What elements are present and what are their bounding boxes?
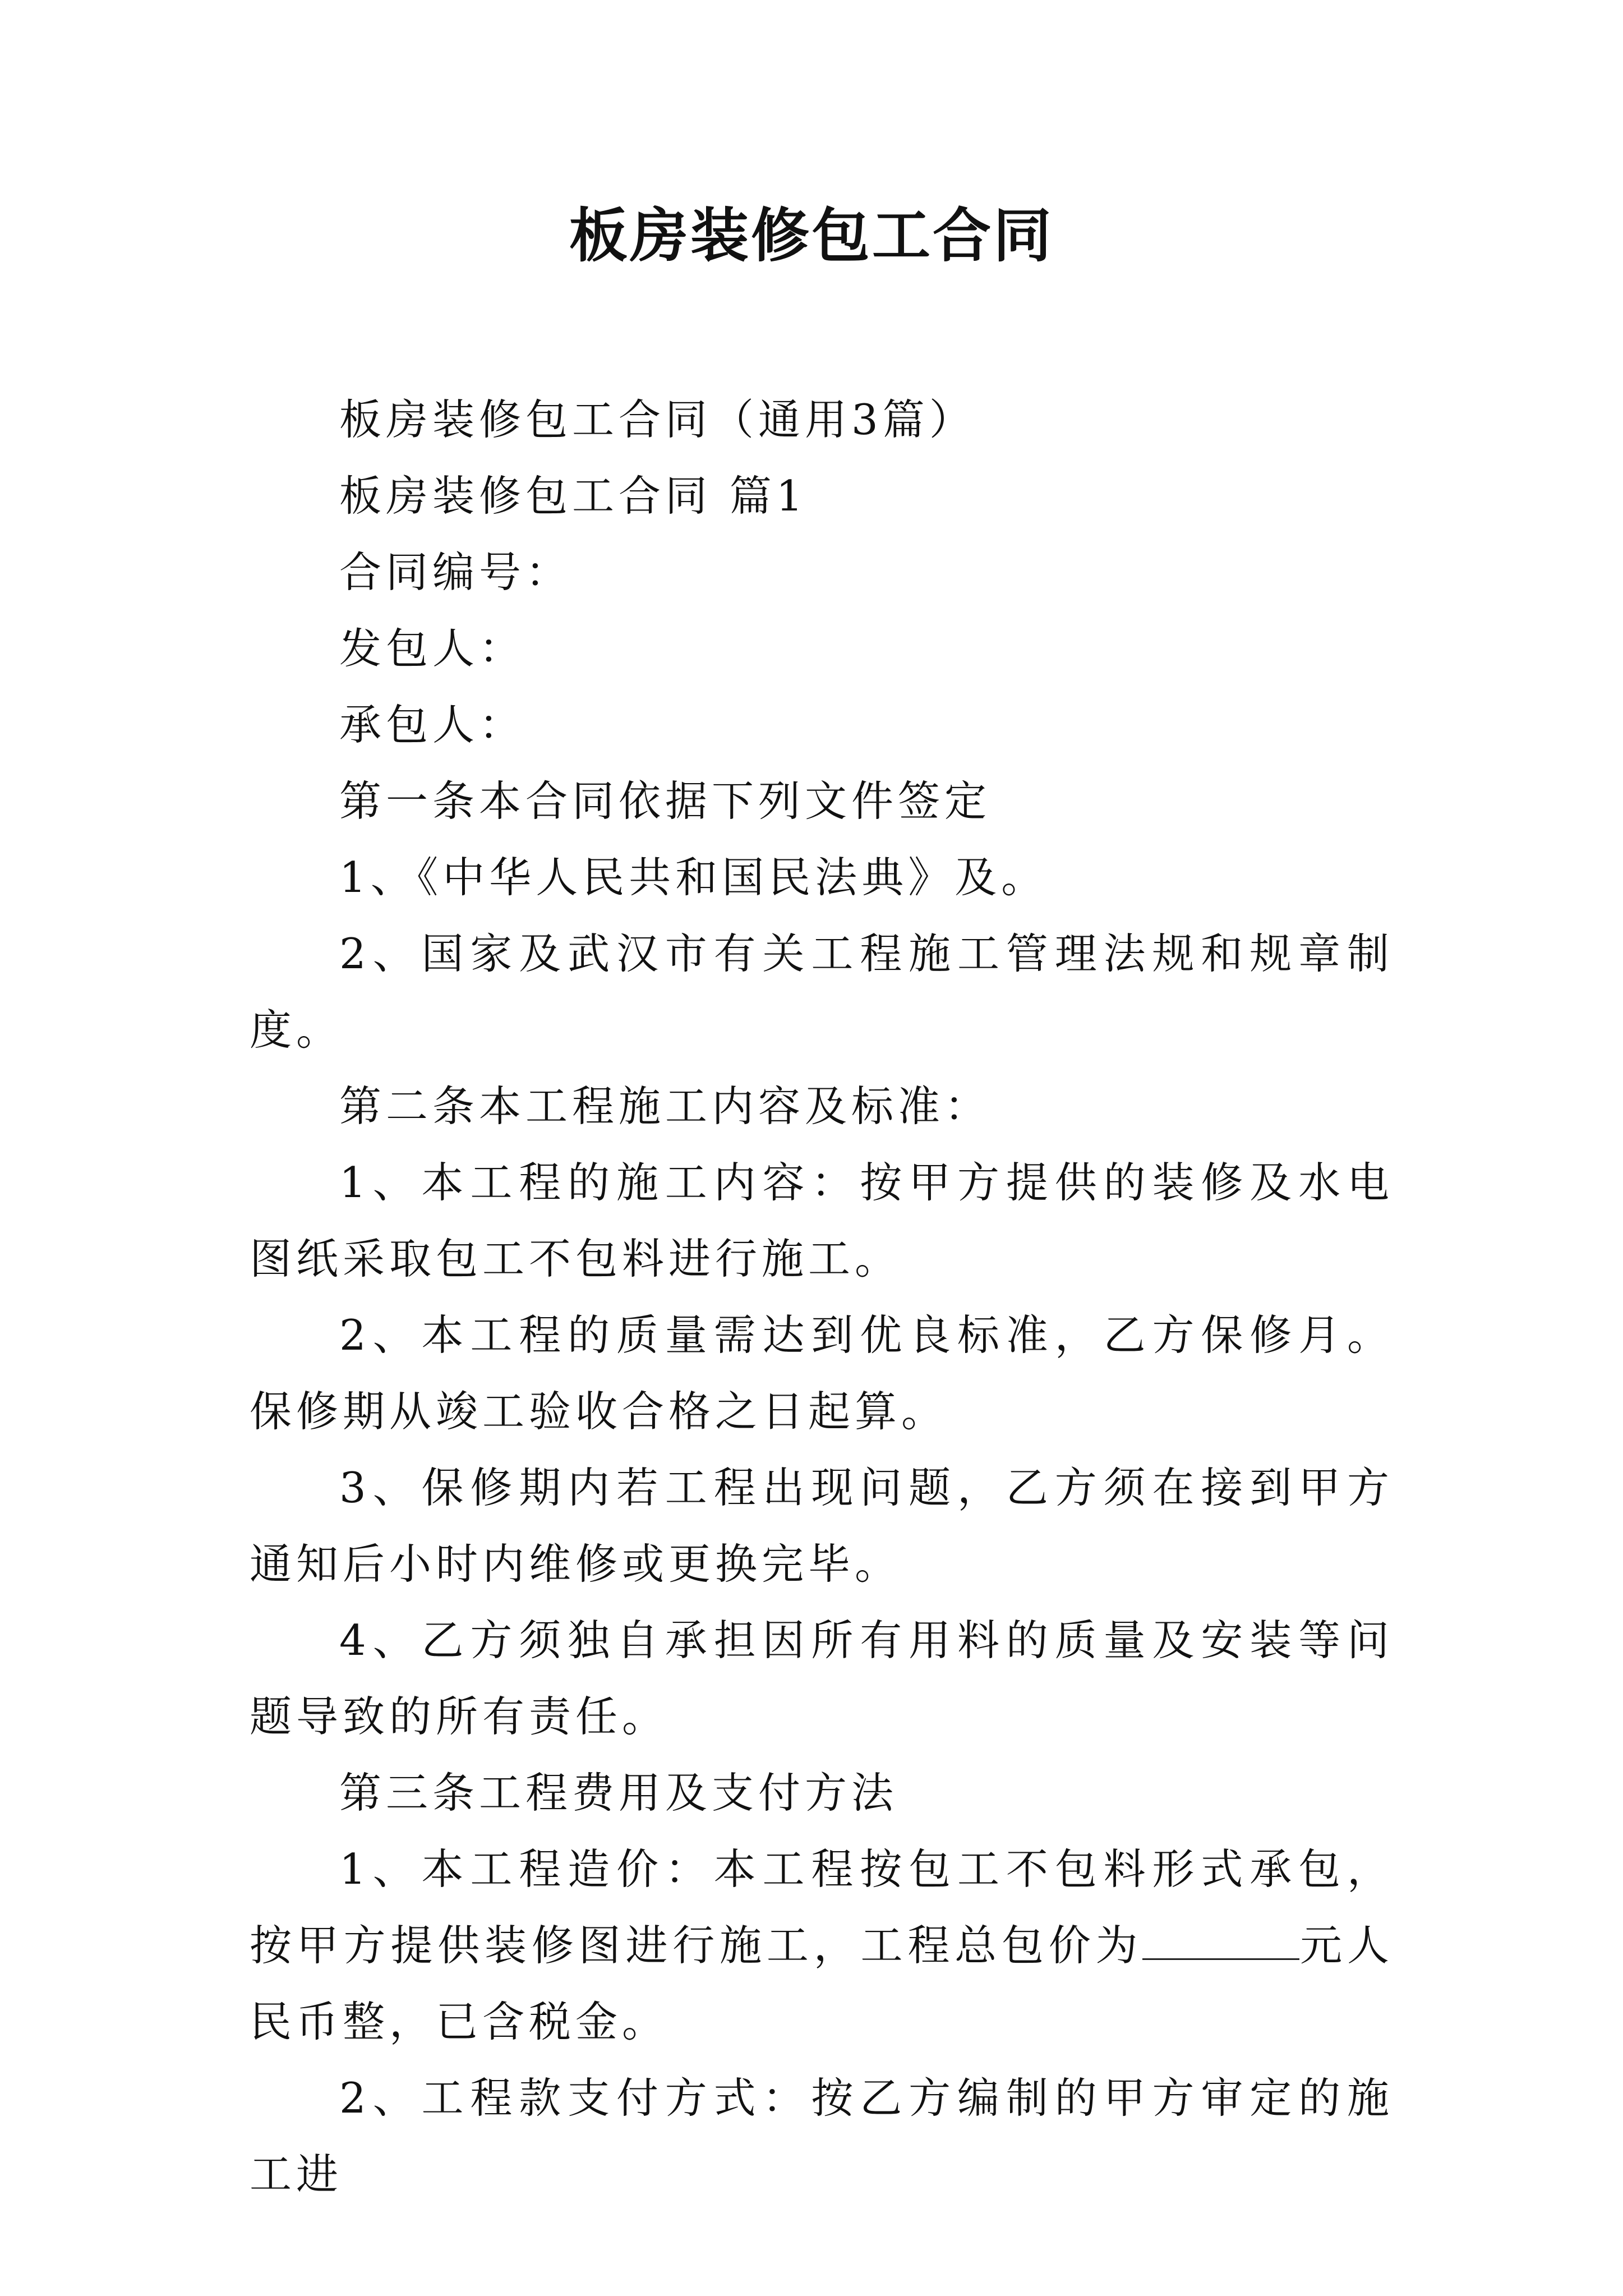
price-blank-line	[1142, 1925, 1299, 1960]
paragraph-article-1-item-1: 1、《中华人民共和国民法典》及。	[339, 853, 1048, 902]
paragraph-article-3: 第三条工程费用及支付方法	[339, 1768, 898, 1818]
paragraph-article-2-item-2: 2、本工程的质量需达到优良标准，乙方保修月。保修期从竣工验收合格之日起算。	[250, 1310, 1394, 1436]
paragraph-contract-number: 合同编号：	[339, 547, 573, 597]
paragraph-subtitle: 板房装修包工合同（通用3篇）	[339, 395, 976, 444]
paragraph-article-2: 第二条本工程施工内容及标准：	[339, 1082, 992, 1131]
paragraph-section-heading: 板房装修包工合同 篇1	[339, 471, 808, 521]
paragraph-article-1: 第一条本合同依据下列文件签定	[339, 776, 992, 826]
price-text-after: 元人民币整，已含税金。	[250, 1921, 1394, 2046]
paragraph-article-2-item-3: 3、保修期内若工程出现问题，乙方须在接到甲方通知后小时内维修或更换完毕。	[250, 1463, 1394, 1589]
paragraph-article-2-item-1: 1、本工程的施工内容：按甲方提供的装修及水电图纸采取包工不包料进行施工。	[250, 1158, 1394, 1283]
paragraph-article-2-item-4: 4、乙方须独自承担因所有用料的质量及安装等问题导致的所有责任。	[250, 1616, 1394, 1741]
document-title: 板房装修包工合同	[569, 201, 1054, 270]
paragraph-article-3-item-1	[250, 1831, 1394, 2060]
paragraph-contractor: 承包人：	[339, 700, 526, 749]
paragraph-article-3-item-2: 2、工程款支付方式：按乙方编制的甲方审定的施工进	[250, 2073, 1394, 2199]
document-body	[250, 381, 1394, 2212]
paragraph-employer: 发包人：	[339, 624, 526, 673]
paragraph-article-1-item-2: 2、国家及武汉市有关工程施工管理法规和规章制度。	[250, 929, 1394, 1055]
price-text-before: 1、本工程造价：本工程按包工不包料形式承包，按甲方提供装修图进行施工，工程总包价为	[250, 1844, 1394, 1970]
